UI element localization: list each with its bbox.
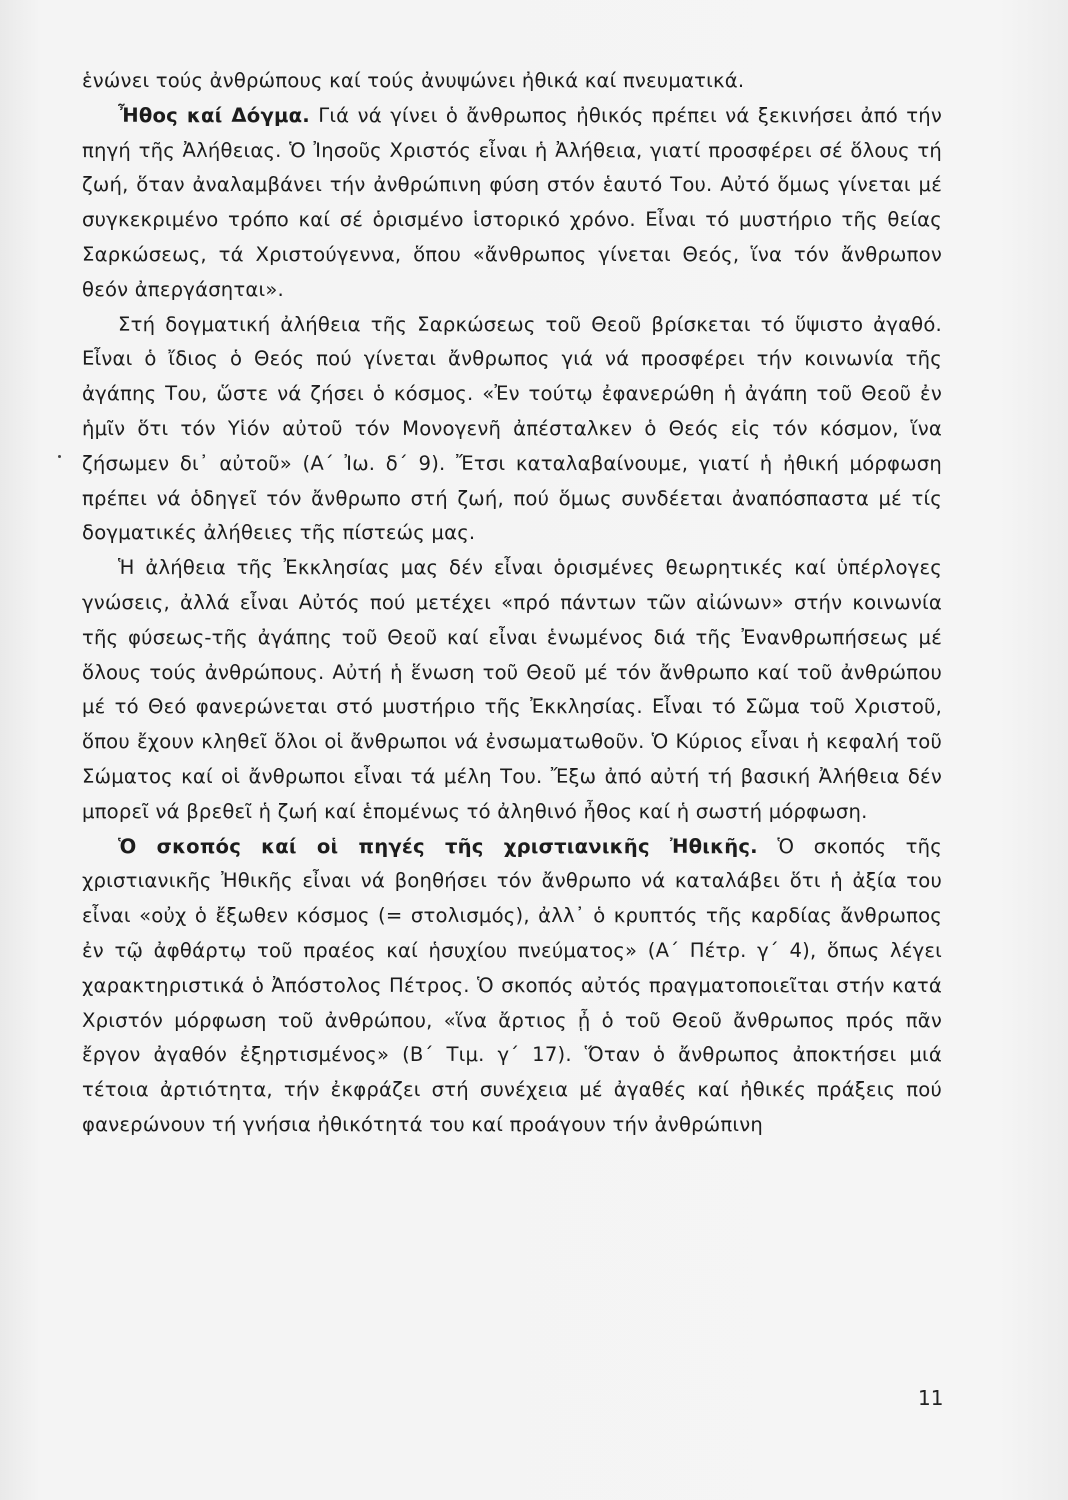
paragraph-incarnation: [82, 308, 942, 552]
paragraph-text: ἑνώνει τούς ἀνθρώπους καί τούς ἀνυψώνει ἠθικά καί πνευματικά.: [82, 69, 745, 92]
paragraph-text: Στή δογματική ἀλήθεια τῆς Σαρκώσεως τοῦ Θεοῦ βρίσκεται τό ὕψιστο ἀγαθό. Εἶναι ὁ ἴδιος ὁ Θεός πού γίνεται ἄνθρωπος γιά νά προσφέρει τήν κοινωνία τῆς ἀγάπης Του, ὥστε νά ζήσει ὁ κόσμος. «Ἐν τούτῳ ἐφανερώθη ἡ ἀγάπη τοῦ Θεοῦ ἐν ἡμῖν ὅτι τόν Υἱόν αὐτοῦ τόν Μονογενῆ ἀπέσταλκεν ὁ Θεός εἰς τόν κόσμον, ἵνα ζήσωμεν δι᾽ αὐτοῦ» (Α΄ Ἰω. δ΄ 9). Ἔτσι καταλαβαίνουμε, γιατί ἡ ἠθική μόρφωση πρέπει νά ὁδηγεῖ τόν ἄνθρωπο στή ζωή, πού ὅμως συνδέεται ἀναπόσπαστα μέ τίς δογματικές ἀλήθειες τῆς πίστεώς μας.: [82, 312, 942, 545]
paragraph-purpose-sources: [82, 830, 942, 1143]
paragraph-text: Ἡ ἀλήθεια τῆς Ἐκκλησίας μας δέν εἶναι ὁρισμένες θεωρητικές καί ὑπέρλογες γνώσεις, ἀλλά εἶναι Αὐτός πού μετέχει «πρό πάντων τῶν αἰώνων» στήν κοινωνία τῆς φύσεως-τῆς ἀγάπης τοῦ Θεοῦ καί εἶναι ἑνωμένος διά τῆς Ἐνανθρωπήσεως μέ ὅλους τούς ἀνθρώπους. Αὐτή ἡ ἕνωση τοῦ Θεοῦ μέ τόν ἄνθρωπο καί τοῦ ἀνθρώπου μέ τό Θεό φανερώνεται στό μυστήριο τῆς Ἐκκλησίας. Εἶναι τό Σῶμα τοῦ Χριστοῦ, ὅπου ἔχουν κληθεῖ ὅλοι οἱ ἄνθρωποι νά ἐνσωματωθοῦν. Ὁ Κύριος εἶναι ἡ κεφαλή τοῦ Σώματος καί οἱ ἄνθρωποι εἶναι τά μέλη Του. Ἔξω ἀπό αὐτή τή βασική Ἀλήθεια δέν μπορεῖ νά βρεθεῖ ἡ ζωή καί ἑπομένως τό ἀληθινό ἦθος καί ἡ σωστή μόρφωση.: [82, 556, 942, 823]
paragraph-text: Γιά νά γίνει ὁ ἄνθρωπος ἠθικός πρέπει νά ξεκινήσει ἀπό τήν πηγή τῆς Ἀλήθειας. Ὁ Ἰησοῦς Χριστός εἶναι ἡ Ἀλήθεια, γιατί προσφέρει σέ ὅλους τή ζωή, ὅταν ἀναλαμβάνει τήν ἀνθρώπινη φύση στόν ἑαυτό Του. Αὐτό ὅμως γίνεται μέ συγκεκριμένο τρόπο καί σέ ὁρισμένο ἱστορικό χρόνο. Εἶναι τό μυστήριο τῆς θείας Σαρκώσεως, τά Χριστούγεννα, ὅπου «ἄνθρωπος γίνεται Θεός, ἵνα τόν ἄνθρωπον θεόν ἀπεργάσηται».: [82, 103, 943, 301]
body-text: [82, 64, 942, 1143]
page-number: 11: [918, 1386, 944, 1410]
paragraph-church-truth: [82, 551, 942, 829]
section-heading-purpose-sources: Ὁ σκοπός καί οἱ πηγές τῆς χριστιανικῆς Ἠθικῆς.: [118, 834, 758, 858]
paragraph-ethos-dogma: [82, 99, 942, 308]
section-heading-ethos-dogma: Ἦθος καί Δόγμα.: [118, 103, 310, 127]
paragraph-text: Ὁ σκοπός τῆς χριστιανικῆς Ἠθικῆς εἶναι νά βοηθήσει τόν ἄνθρωπο νά καταλάβει ὅτι ἡ ἀξία του εἶναι «οὐχ ὁ ἔξωθεν κόσμος (= στολισμός), ἀλλ᾽ ὁ κρυπτός τῆς καρδίας ἄνθρωπος ἐν τῷ ἀφθάρτῳ τοῦ πραέος καί ἡσυχίου πνεύματος» (Α΄ Πέτρ. γ΄ 4), ὅπως λέγει χαρακτηριστικά ὁ Ἀπόστολος Πέτρος. Ὁ σκοπός αὐτός πραγματοποιεῖται στήν κατά Χριστόν μόρφωση τοῦ ἀνθρώπου, «ἵνα ἄρτιος ᾖ ὁ τοῦ Θεοῦ ἄνθρωπος πρός πᾶν ἔργον ἀγαθόν ἐξηρτισμένος» (Β΄ Τιμ. γ΄ 17). Ὅταν ὁ ἄνθρωπος ἀποκτήσει μιά τέτοια ἀρτιότητα, τήν ἐκφράζει στή συνέχεια μέ ἀγαθές καί ἠθικές πράξεις πού φανερώνουν τή γνήσια ἠθικότητά του καί προάγουν τήν ἀνθρώπινη: [82, 834, 942, 1136]
scan-speck: [58, 455, 61, 458]
paragraph-continuation: [82, 64, 942, 99]
